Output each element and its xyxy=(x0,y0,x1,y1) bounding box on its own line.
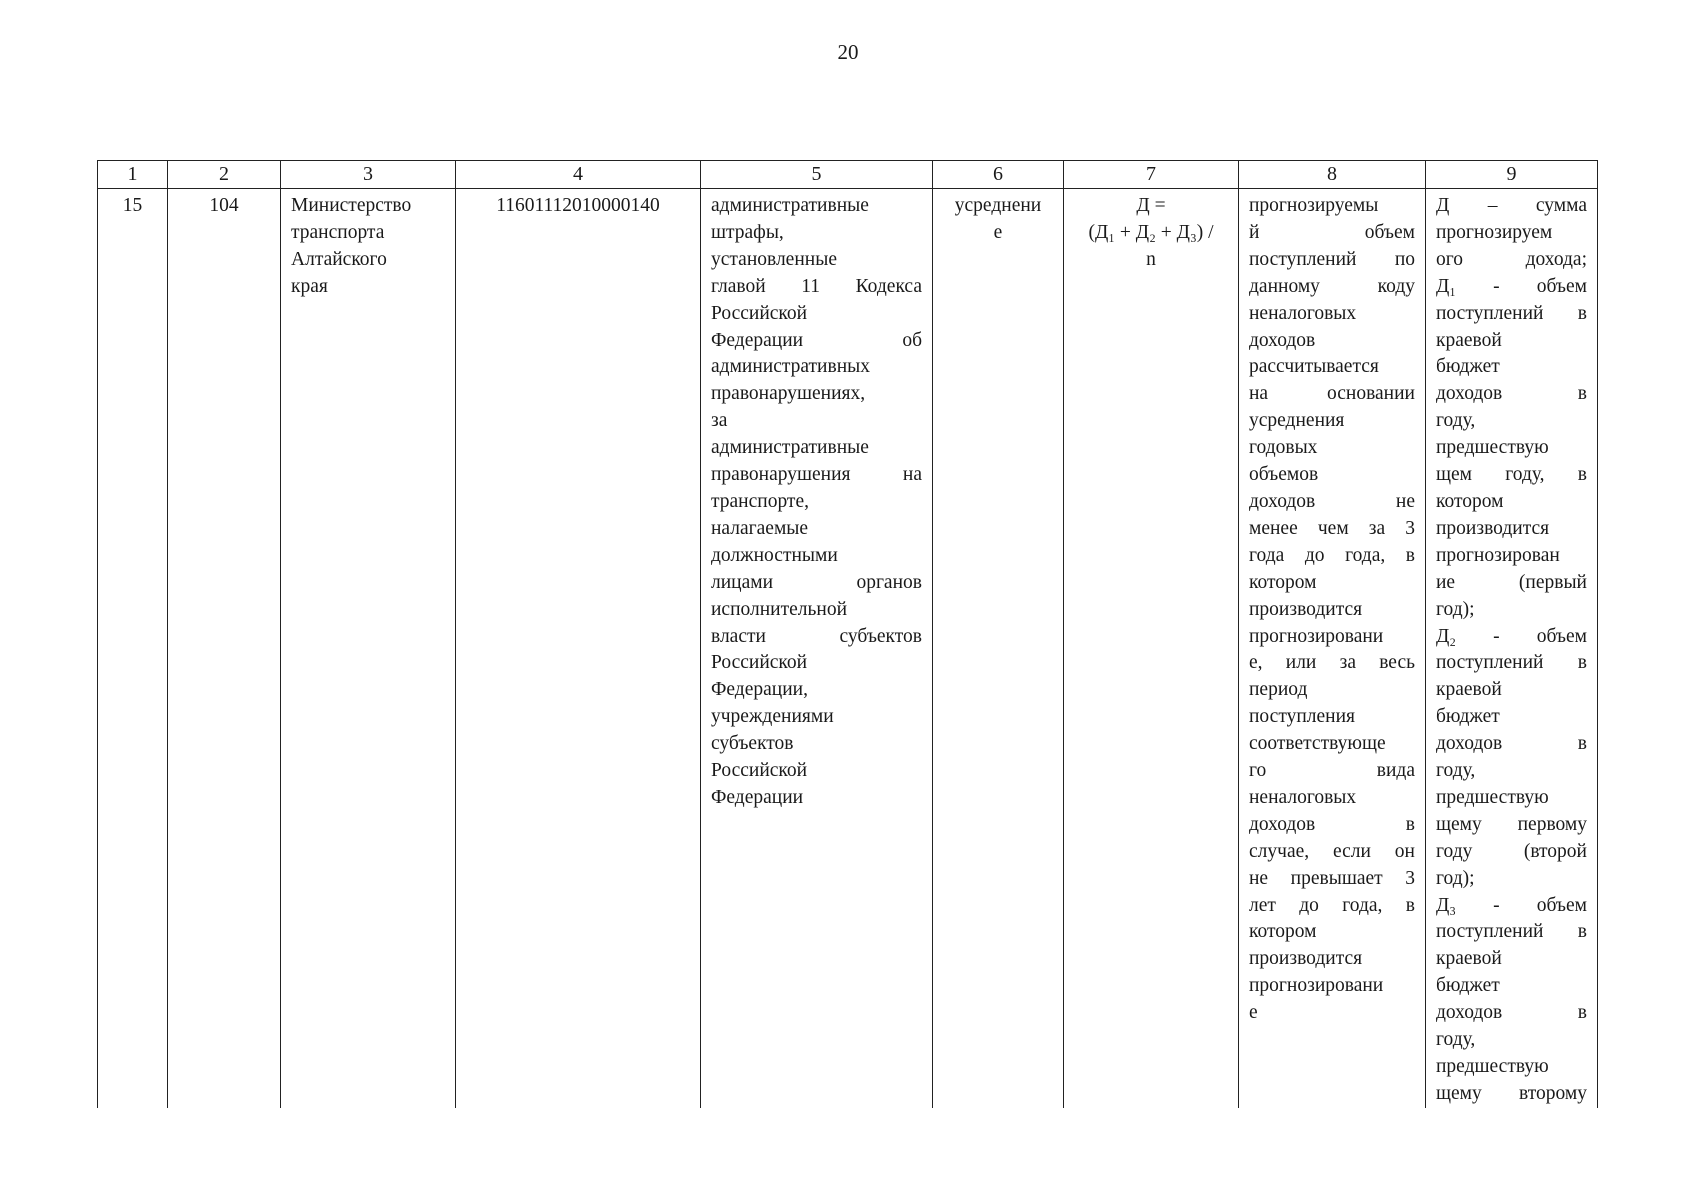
text-line: году (второй xyxy=(1436,840,1587,862)
text-line: n xyxy=(1146,248,1156,270)
text-line: транспорте, xyxy=(711,490,809,512)
revenue-forecast-table xyxy=(97,160,1598,1108)
chapter-code-cell xyxy=(168,189,281,1108)
text-line: Федерации xyxy=(711,786,804,808)
row-number: 15 xyxy=(122,195,143,216)
text-line: щем году, в xyxy=(1436,464,1587,486)
text-line: учреждениями xyxy=(711,706,834,728)
text-line: прогнозировани xyxy=(1249,625,1384,647)
text-line: менее чем за 3 xyxy=(1249,517,1415,539)
text-line: году, xyxy=(1436,760,1476,782)
header-col-7: 7 xyxy=(1064,161,1239,189)
text-line: усреднения xyxy=(1249,410,1345,432)
text-line: ие (первый xyxy=(1436,571,1587,593)
text-line: производится xyxy=(1249,948,1363,970)
formula-cell xyxy=(1064,189,1239,1108)
method-cell xyxy=(933,189,1064,1108)
text-line: административные xyxy=(711,437,869,459)
text-line: период xyxy=(1249,679,1308,701)
text-line: прогнозирован xyxy=(1436,544,1560,566)
text-line: Д₃ - объем xyxy=(1436,894,1587,916)
header-col-9: 9 xyxy=(1426,161,1598,189)
administrator-name xyxy=(281,189,455,301)
text-line: рассчитывается xyxy=(1249,356,1379,378)
text-line: административные xyxy=(711,195,869,216)
text-line: на основании xyxy=(1249,383,1415,405)
text-line: предшествую xyxy=(1436,1056,1549,1077)
text-line: производится xyxy=(1249,598,1363,620)
text-line: Федерации об xyxy=(711,329,922,351)
text-line: власти субъектов xyxy=(711,625,922,647)
text-line: правонарушения на xyxy=(711,464,922,486)
text-line: прогнозируемы xyxy=(1249,195,1379,216)
text-line: краевой xyxy=(1436,329,1502,351)
budget-code-cell xyxy=(456,189,701,1108)
text-line: бюджет xyxy=(1436,356,1500,378)
header-col-3: 3 xyxy=(281,161,456,189)
header-col-6: 6 xyxy=(933,161,1064,189)
text-line: (Д₁ + Д₂ + Д₃) / xyxy=(1088,221,1214,243)
text-line: лицами органов xyxy=(711,571,922,593)
text-line: должностными xyxy=(711,544,838,566)
text-line: котором xyxy=(1436,490,1504,512)
text-line: Д – сумма xyxy=(1436,195,1587,216)
text-line: Федерации, xyxy=(711,679,808,701)
header-col-8: 8 xyxy=(1239,161,1426,189)
text-line: краевой xyxy=(1436,679,1502,701)
text-line: Алтайского xyxy=(291,248,387,270)
text-line: доходов xyxy=(1249,329,1316,351)
text-line: Д₂ - объем xyxy=(1436,625,1587,647)
text-line: е, или за весь xyxy=(1249,652,1415,674)
text-line: ого дохода; xyxy=(1436,248,1587,270)
text-line: котором xyxy=(1249,571,1317,593)
text-line: производится xyxy=(1436,517,1550,539)
text-line: поступлений в xyxy=(1436,652,1587,674)
text-line: Д₁ - объем xyxy=(1436,275,1587,297)
text-line: налагаемые xyxy=(711,517,809,539)
text-line: административных xyxy=(711,356,870,378)
header-col-5: 5 xyxy=(701,161,933,189)
indicators-cell xyxy=(1426,189,1598,1108)
indicator-descriptions xyxy=(1426,189,1597,1108)
text-line: неналоговых xyxy=(1249,302,1357,324)
text-line: е xyxy=(993,221,1003,243)
text-line: поступления xyxy=(1249,706,1356,728)
text-line: Российской xyxy=(711,652,808,674)
text-line: й объем xyxy=(1249,221,1415,243)
text-line: е xyxy=(1249,1002,1258,1024)
text-line: краевой xyxy=(1436,948,1502,970)
text-line: исполнительной xyxy=(711,598,848,620)
text-line: транспорта xyxy=(291,221,385,243)
text-line: году, xyxy=(1436,410,1476,432)
text-line: доходов в xyxy=(1249,813,1415,835)
text-line: прогнозируем xyxy=(1436,221,1553,243)
revenue-description-cell xyxy=(701,189,933,1108)
text-line: поступлений в xyxy=(1436,921,1587,943)
text-line: бюджет xyxy=(1436,975,1500,997)
text-line: данному коду xyxy=(1249,275,1415,297)
administrator-cell xyxy=(281,189,456,1108)
text-line: предшествую xyxy=(1436,786,1549,808)
text-line: правонарушениях, xyxy=(711,383,866,405)
text-line: субъектов xyxy=(711,733,794,755)
text-line: установленные xyxy=(711,248,837,270)
text-line: го вида xyxy=(1249,760,1415,782)
text-line: края xyxy=(291,275,328,297)
header-row xyxy=(98,161,1598,189)
budget-classification-code: 11601112010000140 xyxy=(496,195,660,216)
chapter-code: 104 xyxy=(209,195,239,216)
text-line: доходов в xyxy=(1436,1002,1587,1024)
text-line: году, xyxy=(1436,1029,1476,1051)
page-number: 20 xyxy=(837,40,859,64)
text-line: Министерство xyxy=(291,195,412,216)
algorithm-cell xyxy=(1239,189,1426,1108)
text-line: доходов не xyxy=(1249,490,1415,512)
text-line: бюджет xyxy=(1436,706,1500,728)
forecast-formula xyxy=(1064,189,1238,274)
text-line: щему второму xyxy=(1436,1082,1587,1104)
header-col-2: 2 xyxy=(168,161,281,189)
text-line: поступлений по xyxy=(1249,248,1415,270)
text-line: не превышает 3 xyxy=(1249,867,1415,889)
table-row xyxy=(98,189,1598,1108)
text-line: за xyxy=(711,410,728,432)
text-line: соответствующе xyxy=(1249,733,1386,755)
text-line: прогнозировани xyxy=(1249,975,1384,997)
text-line: лет до года, в xyxy=(1249,894,1415,916)
text-line: год); xyxy=(1436,598,1475,620)
text-line: доходов в xyxy=(1436,383,1587,405)
revenue-description xyxy=(701,189,932,812)
text-line: котором xyxy=(1249,921,1317,943)
calculation-algorithm xyxy=(1239,189,1425,1027)
text-line: случае, если он xyxy=(1249,840,1415,862)
text-line: Д = xyxy=(1136,195,1166,216)
forecast-method xyxy=(933,189,1063,247)
text-line: доходов в xyxy=(1436,733,1587,755)
text-line: объемов xyxy=(1249,464,1319,486)
row-number-cell xyxy=(98,189,168,1108)
text-line: Российской xyxy=(711,302,808,324)
header-col-4: 4 xyxy=(456,161,701,189)
text-line: главой 11 Кодекса xyxy=(711,275,922,297)
text-line: щему первому xyxy=(1436,813,1587,835)
text-line: усреднени xyxy=(954,195,1042,216)
text-line: штрафы, xyxy=(711,221,784,243)
text-line: поступлений в xyxy=(1436,302,1587,324)
text-line: года до года, в xyxy=(1249,544,1415,566)
text-line: предшествую xyxy=(1436,437,1549,459)
text-line: годовых xyxy=(1249,437,1318,459)
text-line: неналоговых xyxy=(1249,786,1357,808)
text-line: год); xyxy=(1436,867,1475,889)
text-line: Российской xyxy=(711,760,808,782)
header-col-1: 1 xyxy=(98,161,168,189)
